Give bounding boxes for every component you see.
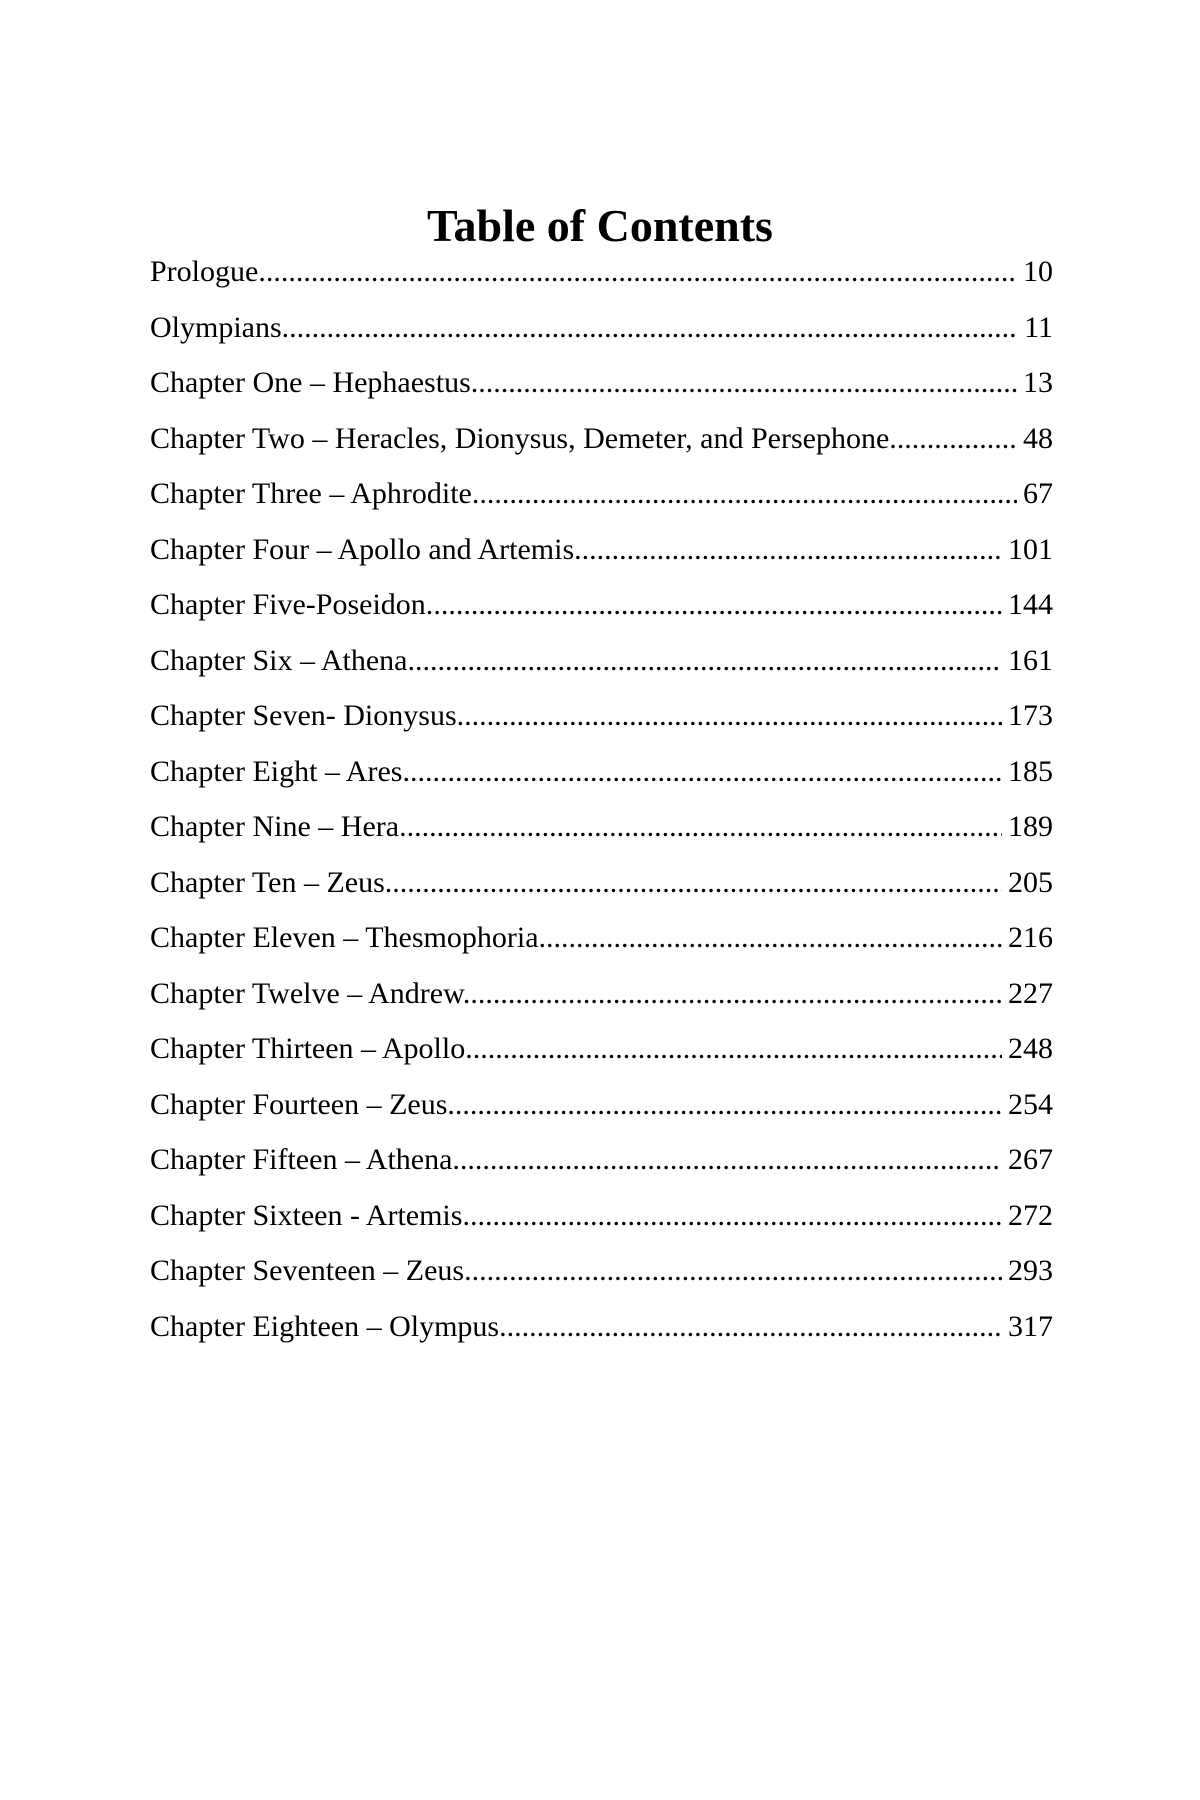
dot-leader — [258, 252, 1017, 292]
dot-leader — [464, 696, 1002, 736]
toc-entry — [150, 807, 1053, 863]
toc-entry — [150, 308, 1053, 364]
dot-leader — [407, 807, 1002, 847]
toc-entry-label: Chapter Fifteen – Athena — [150, 1143, 453, 1176]
dot-leader — [464, 1251, 1002, 1291]
toc-list — [150, 252, 1053, 1362]
toc-entry-label: Chapter Seventeen – Zeus — [150, 1254, 465, 1287]
toc-entry-label: Chapter One – Hephaestus — [150, 366, 471, 399]
toc-entry — [150, 1140, 1053, 1196]
toc-entry-page: 10 — [1023, 255, 1053, 288]
toc-entry — [150, 1196, 1053, 1252]
toc-entry-label: Chapter Seven- Dionysus. — [150, 699, 465, 732]
toc-entry — [150, 585, 1053, 641]
toc-entry-label: Chapter Three – Aphrodite — [150, 477, 472, 510]
toc-entry — [150, 696, 1053, 752]
toc-entry-label: Prologue — [150, 255, 259, 288]
toc-entry — [150, 419, 1053, 475]
toc-entry-label: Chapter Sixteen - Artemis — [150, 1198, 463, 1232]
toc-entry — [150, 974, 1053, 1030]
toc-entry-page: 144 — [1008, 588, 1053, 621]
toc-entry-page: 272 — [1008, 1198, 1053, 1232]
dot-leader — [282, 308, 1018, 348]
toc-entry-page: 267 — [1008, 1143, 1053, 1176]
toc-entry-page: 48 — [1023, 421, 1053, 455]
toc-entry-label: Chapter Twelve – Andrew. — [150, 976, 471, 1010]
toc-entry-page: 248 — [1008, 1032, 1053, 1065]
toc-entry-label: Chapter Eighteen – Olympus — [150, 1309, 500, 1343]
toc-entry-label: Chapter Thirteen – Apollo — [150, 1032, 466, 1065]
toc-entry-page: 13 — [1023, 366, 1053, 399]
toc-entry — [150, 1251, 1053, 1307]
dot-leader — [472, 474, 1017, 514]
toc-entry — [150, 1085, 1053, 1141]
dot-leader — [897, 419, 1017, 459]
dot-leader — [574, 530, 1002, 570]
dot-leader — [407, 641, 1002, 681]
toc-entry-page: 216 — [1008, 921, 1053, 954]
toc-entry-label: Chapter Eleven – Thesmophoria — [150, 921, 539, 954]
toc-entry-page: 173 — [1008, 699, 1053, 732]
toc-entry-page: 11 — [1024, 310, 1053, 344]
dot-leader — [410, 752, 1002, 792]
dot-leader — [465, 1029, 1002, 1069]
toc-entry-label: Chapter Two – Heracles, Dionysus, Demeter, and Persephone. — [150, 421, 897, 455]
toc-entry-page: 227 — [1008, 976, 1053, 1010]
dot-leader — [385, 863, 1002, 903]
toc-entry — [150, 530, 1053, 586]
toc-entry — [150, 863, 1053, 919]
toc-entry-page: 161 — [1008, 643, 1053, 677]
toc-entry — [150, 1029, 1053, 1085]
dot-leader — [471, 363, 1017, 403]
toc-entry-label: Olympians — [150, 310, 282, 344]
toc-entry-page: 317 — [1008, 1309, 1053, 1343]
toc-entry-page: 254 — [1008, 1087, 1053, 1121]
toc-entry-label: Chapter Four – Apollo and Artemis — [150, 532, 575, 566]
toc-entry — [150, 1307, 1053, 1363]
page-title: Table of Contents — [427, 200, 773, 251]
toc-entry-label: Chapter Ten – Zeus — [150, 865, 385, 899]
toc-entry — [150, 363, 1053, 419]
toc-entry — [150, 752, 1053, 808]
toc-entry-label: Chapter Eight – Ares. — [150, 754, 410, 788]
dot-leader — [499, 1307, 1002, 1347]
toc-entry-label: Chapter Nine – Hera. — [150, 810, 407, 843]
toc-entry — [150, 252, 1053, 308]
dot-leader — [462, 1196, 1002, 1236]
toc-entry — [150, 474, 1053, 530]
toc-entry-page: 205 — [1008, 865, 1053, 899]
dot-leader — [470, 974, 1002, 1014]
toc-entry-page: 101 — [1008, 532, 1053, 566]
toc-entry-label: Chapter Five-Poseidon. — [150, 588, 434, 621]
dot-leader — [447, 1085, 1002, 1125]
toc-entry-page: 293 — [1008, 1254, 1053, 1287]
toc-entry-page: 67 — [1023, 477, 1053, 510]
toc-entry — [150, 641, 1053, 697]
toc-entry-label: Chapter Six – Athena — [150, 643, 408, 677]
toc-entry-page: 185 — [1008, 754, 1053, 788]
toc-entry-page: 189 — [1008, 810, 1053, 843]
dot-leader — [539, 918, 1002, 958]
dot-leader — [452, 1140, 1002, 1180]
dot-leader — [433, 585, 1002, 625]
toc-entry — [150, 918, 1053, 974]
toc-entry-label: Chapter Fourteen – Zeus — [150, 1087, 448, 1121]
